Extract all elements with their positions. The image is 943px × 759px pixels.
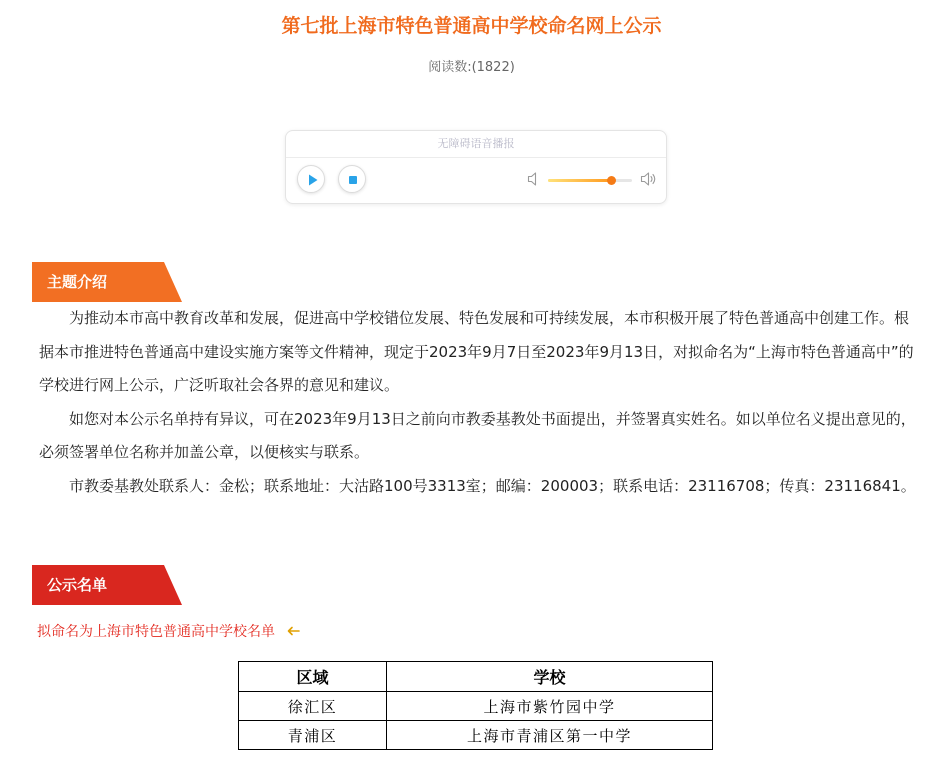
list-section-heading <box>32 565 182 605</box>
table-header-row <box>239 662 713 692</box>
school-list-link-text: 拟命名为上海市特色普通高中学校名单 <box>37 624 275 640</box>
intro-body <box>39 302 919 503</box>
table-row <box>239 692 713 721</box>
table-cell-region: 青浦区 <box>239 721 387 750</box>
page-title: 第七批上海市特色普通高中学校命名网上公示 <box>281 15 662 37</box>
table-cell-school: 上海市青浦区第一中学 <box>387 721 713 750</box>
table-cell-region: 徐汇区 <box>239 692 387 721</box>
table-row <box>239 721 713 750</box>
audio-player <box>285 130 667 204</box>
intro-paragraph-2: 如您对本公示名单持有异议，可在2023年9月13日之前向市教委基教处书面提出，并签署真实姓名。如以单位名义提出意见的，必须签署单位名称并加盖公章，以便核实与联系。 <box>39 409 916 461</box>
stop-button[interactable] <box>338 165 366 193</box>
play-icon <box>298 166 326 194</box>
table-header-school: 学校 <box>387 662 713 692</box>
volume-low-icon[interactable] <box>527 171 541 187</box>
intro-paragraph-3: 市教委基教处联系人：金松；联系地址：大沽路100号3313室；邮编：200003；联系电话：23116708；传真：23116841。 <box>69 476 916 495</box>
attachment-arrow-icon <box>287 626 300 636</box>
read-count: 阅读数:(1822) <box>428 60 515 75</box>
table-header-region: 区域 <box>239 662 387 692</box>
volume-slider[interactable] <box>548 179 632 182</box>
volume-slider-knob[interactable] <box>607 176 616 185</box>
audio-player-title: 无障碍语音播报 <box>286 131 666 158</box>
play-button[interactable] <box>297 165 325 193</box>
list-heading-text: 公示名单 <box>47 576 108 594</box>
school-list-table <box>238 661 713 750</box>
stop-icon <box>339 166 367 194</box>
school-list-attachment-link[interactable] <box>37 622 300 642</box>
intro-section-heading <box>32 262 182 302</box>
volume-slider-fill <box>548 179 611 182</box>
intro-paragraph-1: 为推动本市高中教育改革和发展，促进高中学校错位发展、特色发展和可持续发展，本市积极开展了特色普通高中创建工作。根据本市推进特色普通高中建设实施方案等文件精神，现定于2023年9月7日至2023年9月13日，对拟命名为“上海市特色普通高中”的学校进行网上公示，广泛听取社会各界的意见和建议。 <box>39 309 914 394</box>
table-cell-school: 上海市紫竹园中学 <box>387 692 713 721</box>
volume-high-icon[interactable] <box>640 171 658 187</box>
intro-heading-text: 主题介绍 <box>47 273 108 291</box>
